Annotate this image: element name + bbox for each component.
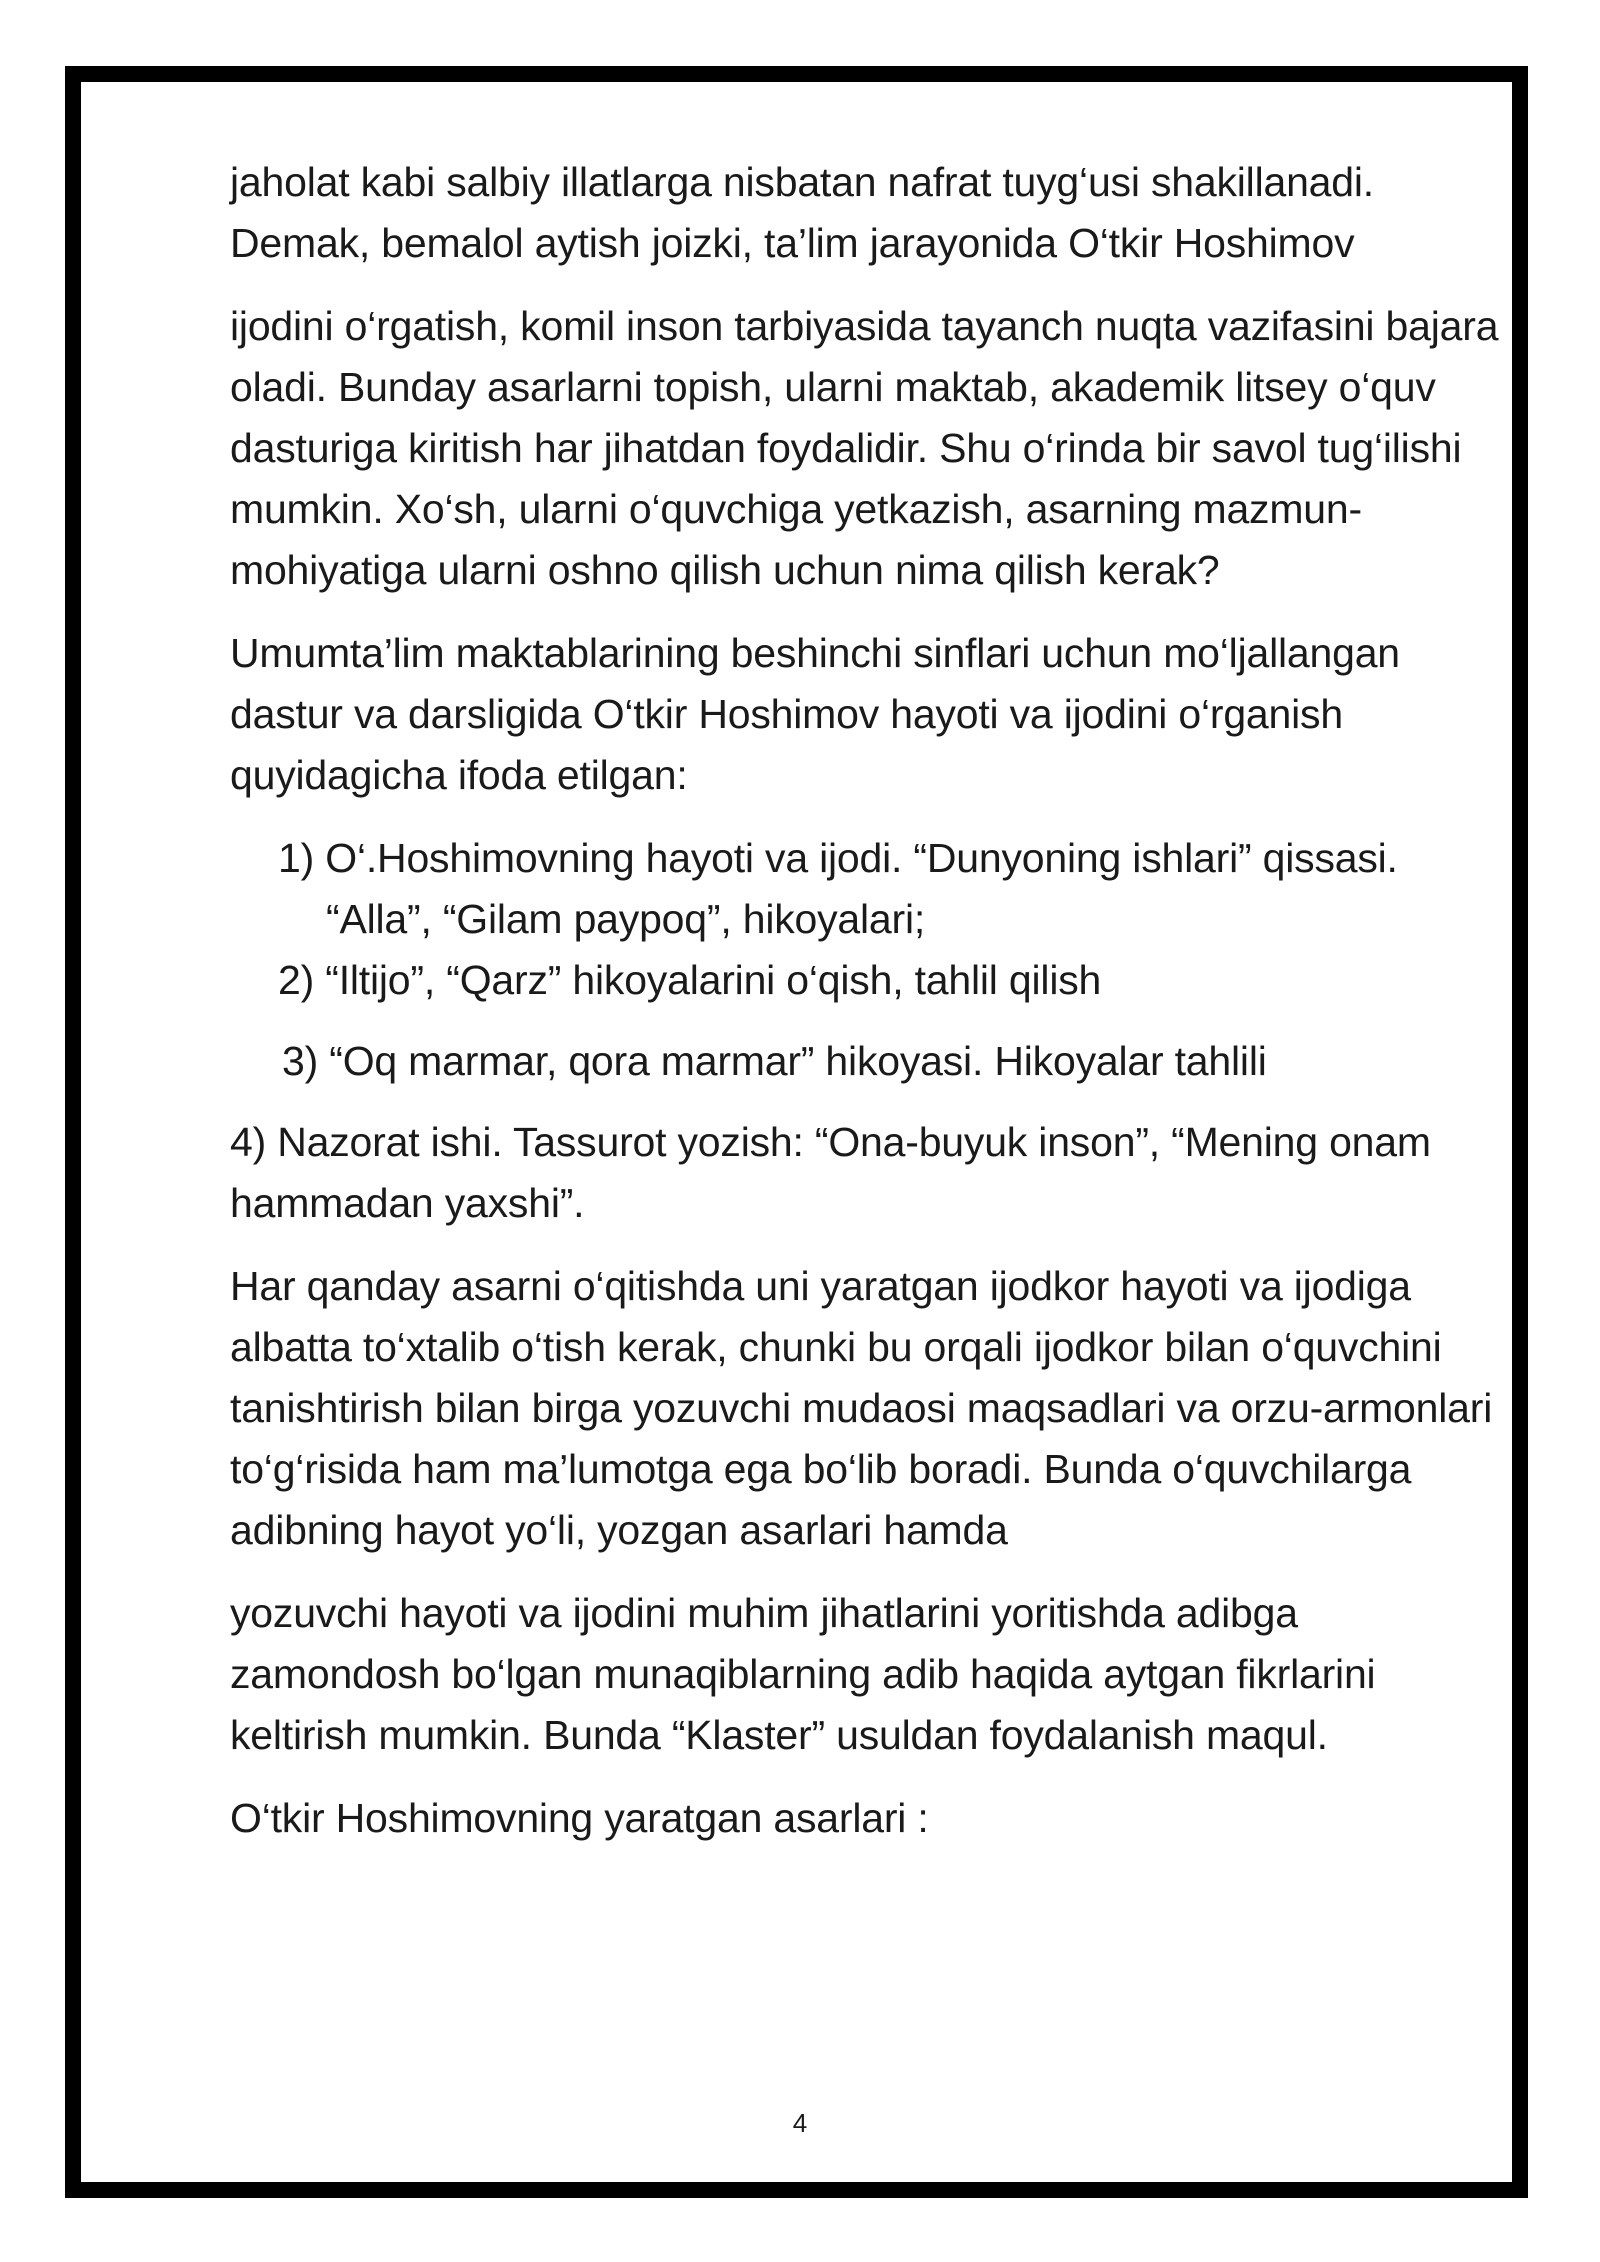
list-item-2: 2) “Iltijo”, “Qarz” hikoyalarini o‘qish, tahlil qilish <box>278 957 1102 1003</box>
paragraph-5: Har qanday asarni o‘qitishda uni yaratgan ijodkor hayoti va ijodiga albatta to‘xtalib o‘tish kerak, chunki bu orqali ijodkor bilan o‘quvchini tanishtirish bilan birga yozuvchi mudaosi maqsadlari va orzu-armonlari to‘g‘risida ham ma’lumotga ega bo‘lib boradi. Bunda o‘quvchilarga adibning hayot yo‘li, yozgan asarlari hamda <box>230 1263 1493 1553</box>
list-item-1 <box>230 828 1500 950</box>
paragraph-7: O‘tkir Hoshimovning yaratgan asarlari : <box>230 1795 929 1841</box>
paragraph-3: ijodini o‘rgatish, komil inson tarbiyasida tayanch nuqta vazifasini bajara oladi. Bunday asarlarni topish, ularni maktab, akademik litsey o‘quv dasturiga kiritish har jihatdan foydalidir. Shu o‘rinda bir savol tug‘ilishi mumkin. Xo‘sh, ularni o‘quvchiga yetkazish, asarning mazmun-mohiyatiga ularni oshno qilish uchun nima qilish kerak? <box>230 303 1499 593</box>
document-body <box>230 152 1500 1871</box>
paragraph-6: yozuvchi hayoti va ijodini muhim jihatlarini yoritishda adibga zamondosh bo‘lgan munaqiblarning adib haqida aytgan fikrlarini keltirish mumkin. Bunda “Klaster” usuldan foydalanish maqul. <box>230 1590 1376 1758</box>
paragraph-2: Demak, bemalol aytish joizki, ta’lim jarayonida O‘tkir Hoshimov <box>230 220 1355 266</box>
list-item-4: 4) Nazorat ishi. Tassurot yozish: “Ona-buyuk inson”, “Mening onam hammadan yaxshi”. <box>230 1119 1431 1226</box>
list-item-3: 3) “Oq marmar, qora marmar” hikoyasi. Hikoyalar tahlili <box>282 1038 1267 1084</box>
paragraph-4: Umumta’lim maktablarining beshinchi sinflari uchun mo‘ljallangan dastur va darsligida O‘tkir Hoshimov hayoti va ijodini o‘rganish quyidagicha ifoda etilgan: <box>230 630 1400 798</box>
list-item-1-line-1: 1) O‘.Hoshimovning hayoti va ijodi. “Dunyoning ishlari” qissasi. <box>278 835 1398 881</box>
list-item-1-line-2: “Alla”, “Gilam paypoq”, hikoyalari; <box>326 896 926 942</box>
page-number: 4 <box>792 2108 808 2138</box>
paragraph-1: jaholat kabi salbiy illatlarga nisbatan nafrat tuyg‘usi shakillanadi. <box>230 159 1374 205</box>
